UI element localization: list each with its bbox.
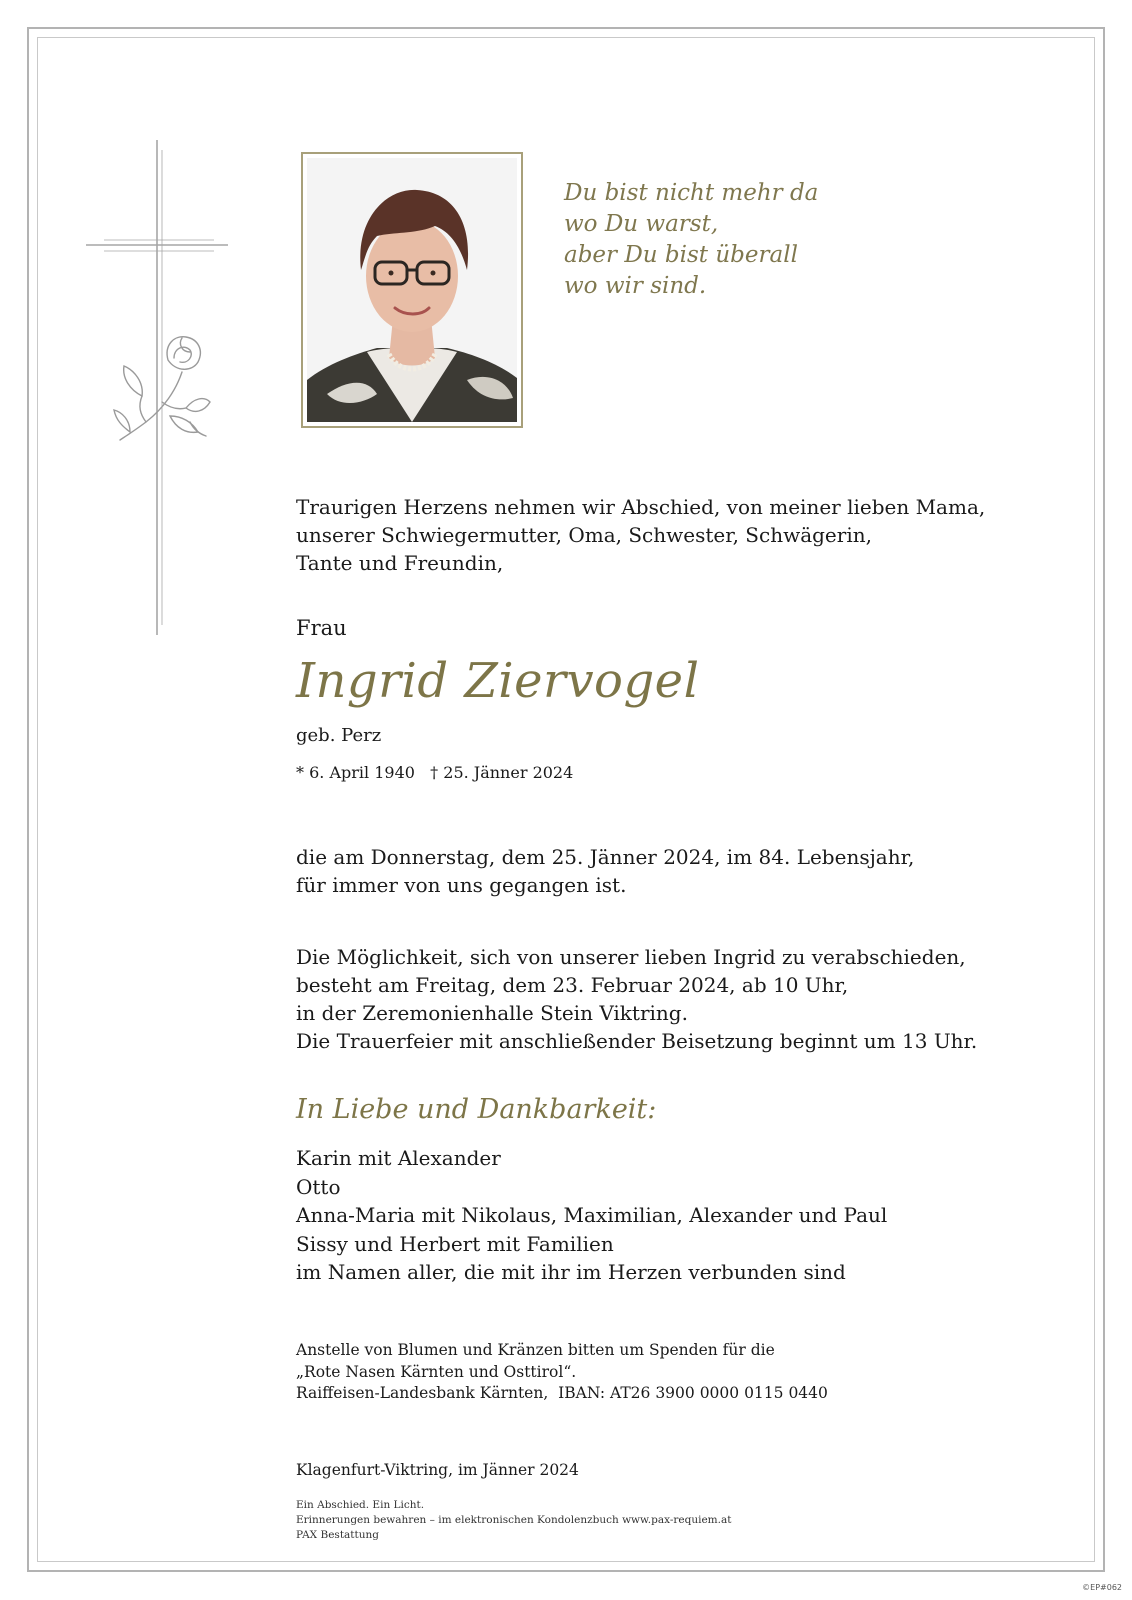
memorial-quote: [564, 178, 894, 302]
dedication-heading: In Liebe und Dankbarkeit:: [296, 1094, 657, 1125]
portrait-photo: [301, 152, 523, 428]
footer-line: Erinnerungen bewahren – im elektronischen Kondolenzbuch www.pax-requiem.at: [296, 1514, 732, 1526]
footer-line: PAX Bestattung: [296, 1529, 379, 1541]
family-member: Sissy und Herbert mit Familien: [296, 1231, 614, 1256]
footer: [296, 1498, 731, 1543]
donation-line: Raiffeisen-Landesbank Kärnten, IBAN: AT26 3900 0000 0115 0440: [296, 1384, 828, 1402]
donation-note: [296, 1340, 828, 1405]
footer-line: Ein Abschied. Ein Licht.: [296, 1499, 425, 1511]
family-list: [296, 1144, 887, 1287]
passing-line: die am Donnerstag, dem 25. Jänner 2024, im 84. Lebensjahr,: [296, 845, 915, 869]
quote-line: wo wir sind.: [564, 273, 707, 299]
donation-line: „Rote Nasen Kärnten und Osttirol“.: [296, 1362, 577, 1381]
salutation: Frau: [296, 616, 347, 640]
quote-line: wo Du warst,: [564, 211, 719, 237]
passing-text: [296, 843, 914, 899]
family-member: Karin mit Alexander: [296, 1146, 501, 1170]
farewell-line: Die Trauerfeier mit anschließender Beisetzung beginnt um 13 Uhr.: [296, 1029, 978, 1053]
deceased-name: Ingrid Ziervogel: [296, 653, 700, 709]
quote-line: Du bist nicht mehr da: [564, 180, 819, 206]
intro-line: unserer Schwiegermutter, Oma, Schwester, Schwägerin,: [296, 523, 872, 547]
donation-line: Anstelle von Blumen und Kränzen bitten um Spenden für die: [296, 1341, 775, 1359]
family-member: Otto: [296, 1174, 341, 1199]
quote-line: aber Du bist überall: [564, 242, 798, 268]
intro-line: Traurigen Herzens nehmen wir Abschied, von meiner lieben Mama,: [296, 495, 986, 519]
farewell-line: in der Zeremonienhalle Stein Viktring.: [296, 1001, 688, 1025]
family-member: im Namen aller, die mit ihr im Herzen verbunden sind: [296, 1260, 846, 1284]
template-code: ©EP#062: [1082, 1583, 1122, 1592]
passing-line: für immer von uns gegangen ist.: [296, 873, 627, 897]
farewell-line: Die Möglichkeit, sich von unserer lieben Ingrid zu verabschieden,: [296, 945, 966, 969]
farewell-line: besteht am Freitag, dem 23. Februar 2024, ab 10 Uhr,: [296, 973, 849, 997]
family-member: Anna-Maria mit Nikolaus, Maximilian, Alexander und Paul: [296, 1203, 888, 1227]
farewell-text: [296, 943, 977, 1055]
life-dates: * 6. April 1940 † 25. Jänner 2024: [296, 763, 574, 782]
place-date: Klagenfurt-Viktring, im Jänner 2024: [296, 1461, 579, 1479]
cross-with-rose-icon: [86, 140, 232, 635]
intro-text: [296, 493, 985, 577]
birth-name: geb. Perz: [296, 725, 382, 746]
intro-line: Tante und Freundin,: [296, 551, 504, 575]
